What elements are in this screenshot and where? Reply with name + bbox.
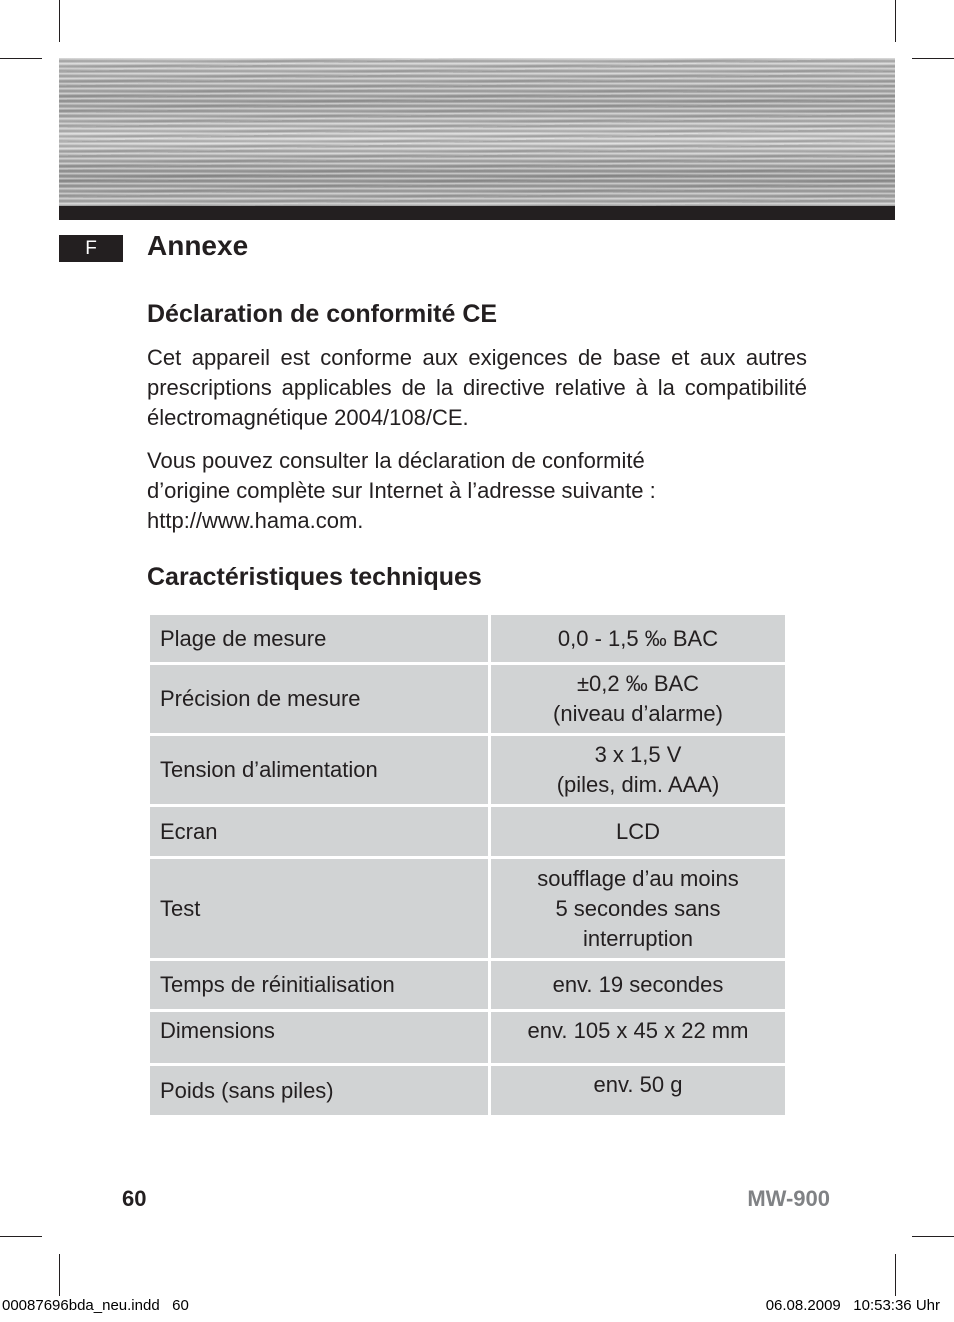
table-row — [149, 1065, 787, 1117]
print-slug-file: 00087696bda_neu.indd 60 — [2, 1297, 189, 1314]
spec-label: Précision de mesure — [149, 664, 490, 735]
spec-value-line: 3 x 1,5 V — [594, 742, 682, 767]
spec-label: Test — [149, 858, 490, 960]
spec-value — [490, 806, 787, 858]
spec-value-line: env. 19 secondes — [552, 972, 724, 997]
spec-value — [490, 664, 787, 735]
language-tab: F — [59, 235, 123, 262]
crop-mark — [895, 1254, 896, 1296]
spec-value — [490, 960, 787, 1011]
table-row — [149, 664, 787, 735]
table-row — [149, 614, 787, 664]
print-slug-date: 06.08.2009 10:53:36 Uhr — [765, 1297, 940, 1314]
ce-paragraph-2 — [147, 446, 807, 536]
spec-value-line: (piles, dim. AAA) — [556, 772, 720, 797]
spec-value — [490, 1065, 787, 1117]
banner-underline — [59, 206, 895, 220]
ce-paragraph-1: Cet appareil est conforme aux exigences de base et aux autres prescriptions applicables de la directive relative à la compatibilité électromagnétique 2004/108/CE. — [147, 345, 807, 430]
spec-value-line: 0,0 - 1,5 ‰ BAC — [557, 625, 719, 651]
specs-table — [147, 612, 788, 1118]
table-row — [149, 960, 787, 1011]
crop-mark — [59, 0, 60, 42]
page-number: 60 — [122, 1186, 147, 1211]
specs-heading: Caractéristiques techniques — [147, 563, 482, 591]
table-row — [149, 735, 787, 806]
table-row — [149, 1011, 787, 1065]
spec-label: Ecran — [149, 806, 490, 858]
spec-label: Plage de mesure — [149, 614, 490, 664]
spec-value-line: env. 105 x 45 x 22 mm — [527, 1018, 749, 1043]
spec-value-line: (niveau d’alarme) — [553, 701, 723, 726]
crop-mark — [0, 1236, 42, 1237]
spec-value — [490, 614, 787, 664]
spec-value — [490, 858, 787, 960]
table-row — [149, 806, 787, 858]
model-name: MW-900 — [747, 1186, 830, 1211]
spec-value — [490, 1011, 787, 1065]
ce-url-text: http://www.hama.com. — [147, 508, 364, 533]
crop-mark — [0, 58, 42, 59]
spec-value — [490, 735, 787, 806]
spec-value-line: soufflage d’au moins — [537, 865, 739, 891]
spec-label: Dimensions — [149, 1011, 490, 1065]
table-row — [149, 858, 787, 960]
crop-mark — [59, 1254, 60, 1296]
crop-mark — [912, 58, 954, 59]
crop-mark — [912, 1236, 954, 1237]
ce-paragraph-2-line: Vous pouvez consulter la déclaration de conformité — [147, 448, 645, 473]
spec-label: Tension d’alimentation — [149, 735, 490, 806]
spec-label: Poids (sans piles) — [149, 1065, 490, 1117]
spec-value-line: 5 secondes sans — [555, 895, 721, 921]
spec-value-line: ±0,2 ‰ BAC — [576, 671, 700, 696]
page-title: Annexe — [147, 230, 249, 261]
crop-mark — [895, 0, 896, 42]
spec-value-line: env. 50 g — [593, 1072, 683, 1097]
spec-value-line: interruption — [582, 925, 694, 951]
spec-value-line: LCD — [615, 818, 660, 844]
ce-heading: Déclaration de conformité CE — [147, 300, 498, 328]
spec-label: Temps de réinitialisation — [149, 960, 490, 1011]
brushed-metal-banner — [59, 58, 895, 206]
ce-paragraph-2-line: d’origine complète sur Internet à l’adresse suivante : — [147, 478, 656, 503]
